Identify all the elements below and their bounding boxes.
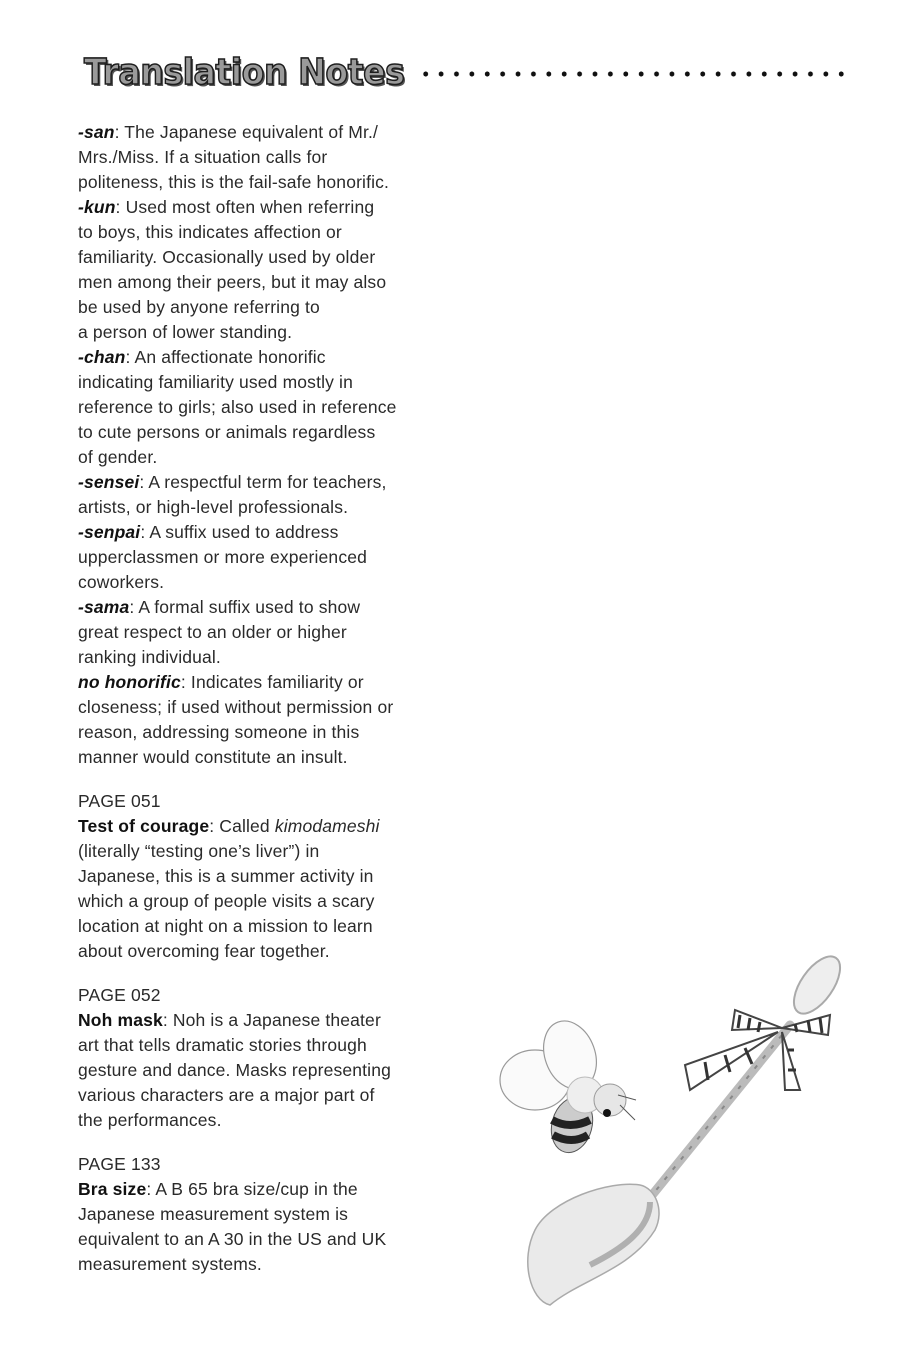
bee-and-spoon-illustration — [490, 940, 860, 1320]
text-line — [78, 745, 458, 770]
text-line — [78, 520, 458, 545]
text-line — [78, 270, 458, 295]
italic-term: kimodameshi — [274, 816, 380, 836]
text-line — [78, 470, 458, 495]
line-text: : A B 65 bra size/cup in the — [146, 1179, 358, 1199]
line-text: : A formal suffix used to show — [129, 597, 361, 617]
text-line: art that tells dramatic stories through — [78, 1035, 367, 1055]
honorific-entry — [78, 345, 458, 470]
text-line — [78, 295, 458, 320]
honorific-entry — [78, 470, 458, 520]
text-line — [78, 720, 458, 745]
line-text: reference to girls; also used in reference — [78, 397, 397, 417]
line-text: to cute persons or animals regardless — [78, 422, 376, 442]
line-text: closeness; if used without permission or — [78, 697, 394, 717]
bee-icon — [500, 1014, 636, 1158]
line-text: great respect to an older or higher — [78, 622, 347, 642]
line-text: ranking individual. — [78, 647, 221, 667]
page-number: PAGE 051 — [78, 791, 161, 811]
line-text: : Noh is a Japanese theater — [162, 1010, 381, 1030]
page-note-entry — [78, 983, 458, 1133]
honorific-entry — [78, 195, 458, 345]
line-text: Mrs./Miss. If a situation calls for — [78, 147, 328, 167]
line-text: to boys, this indicates affection or — [78, 222, 342, 242]
text-line — [78, 495, 458, 520]
line-text: familiarity. Occasionally used by older — [78, 247, 376, 267]
page-number: PAGE 133 — [78, 1154, 161, 1174]
note-term: Bra size — [78, 1179, 147, 1199]
notes-body — [78, 120, 458, 1277]
note-term: Noh mask — [78, 1010, 163, 1030]
text-line: which a group of people visits a scary — [78, 891, 375, 911]
honorific-term: -chan — [78, 347, 126, 367]
text-line: (literally “testing one’s liver”) in — [78, 841, 320, 861]
honorific-term: no honorific — [78, 672, 181, 692]
line-text: be used by anyone referring to — [78, 297, 320, 317]
text-line: location at night on a mission to learn — [78, 916, 373, 936]
honorific-term: -sensei — [78, 472, 140, 492]
text-line — [78, 814, 458, 839]
line-text: : An affectionate honorific — [125, 347, 326, 367]
honorific-entry — [78, 520, 458, 595]
text-line — [78, 195, 458, 220]
honorific-term: -kun — [78, 197, 116, 217]
text-line — [78, 420, 458, 445]
honorific-entry — [78, 595, 458, 670]
page-number: PAGE 052 — [78, 985, 161, 1005]
line-text: politeness, this is the fail-safe honorific. — [78, 172, 390, 192]
text-line: measurement systems. — [78, 1254, 262, 1274]
page-note-entry — [78, 789, 458, 964]
text-line — [78, 595, 458, 620]
honorific-term: -sama — [78, 597, 130, 617]
line-text: : A suffix used to address — [140, 522, 339, 542]
text-line — [78, 1008, 458, 1033]
line-text: : Used most often when referring — [115, 197, 375, 217]
line-text: of gender. — [78, 447, 158, 467]
text-line: various characters are a major part of — [78, 1085, 375, 1105]
line-text: indicating familiarity used mostly in — [78, 372, 353, 392]
line-text: a person of lower standing. — [78, 322, 293, 342]
honorific-term: -san — [78, 122, 115, 142]
line-text: upperclassmen or more experienced — [78, 547, 367, 567]
text-line — [78, 645, 458, 670]
line-text: artists, or high-level professionals. — [78, 497, 349, 517]
text-line — [78, 695, 458, 720]
line-text: : Called — [209, 816, 275, 836]
text-line — [78, 545, 458, 570]
text-line: equivalent to an A 30 in the US and UK — [78, 1229, 387, 1249]
line-text: men among their peers, but it may also — [78, 272, 387, 292]
text-line — [78, 370, 458, 395]
honorifics-list — [78, 120, 458, 770]
text-line — [78, 445, 458, 470]
honorific-entry — [78, 120, 458, 195]
text-line — [78, 120, 458, 145]
text-line — [78, 320, 458, 345]
text-line: Japanese, this is a summer activity in — [78, 866, 374, 886]
text-line: Japanese measurement system is — [78, 1204, 349, 1224]
text-line — [78, 620, 458, 645]
dotted-rule — [418, 70, 850, 78]
honorific-term: -senpai — [78, 522, 141, 542]
page-note-entry — [78, 1152, 458, 1277]
line-text: : A respectful term for teachers, — [139, 472, 387, 492]
page-notes-list — [78, 789, 458, 1277]
text-line — [78, 170, 458, 195]
text-line — [78, 145, 458, 170]
text-line — [78, 395, 458, 420]
text-line — [78, 670, 458, 695]
text-line: the performances. — [78, 1110, 222, 1130]
text-line — [78, 570, 458, 595]
text-line — [78, 345, 458, 370]
line-text: reason, addressing someone in this — [78, 722, 360, 742]
text-line — [78, 220, 458, 245]
line-text: manner would constitute an insult. — [78, 747, 348, 767]
text-line — [78, 245, 458, 270]
honorific-entry — [78, 670, 458, 770]
page-title: Translation Notes — [84, 52, 405, 93]
line-text: : Indicates familiarity or — [180, 672, 364, 692]
text-line: about overcoming fear together. — [78, 941, 330, 961]
line-text: coworkers. — [78, 572, 165, 592]
text-line: gesture and dance. Masks representing — [78, 1060, 391, 1080]
note-term: Test of courage — [78, 816, 210, 836]
ribbon-bow-icon — [685, 1010, 830, 1090]
text-line — [78, 1177, 458, 1202]
line-text: : The Japanese equivalent of Mr./ — [114, 122, 378, 142]
